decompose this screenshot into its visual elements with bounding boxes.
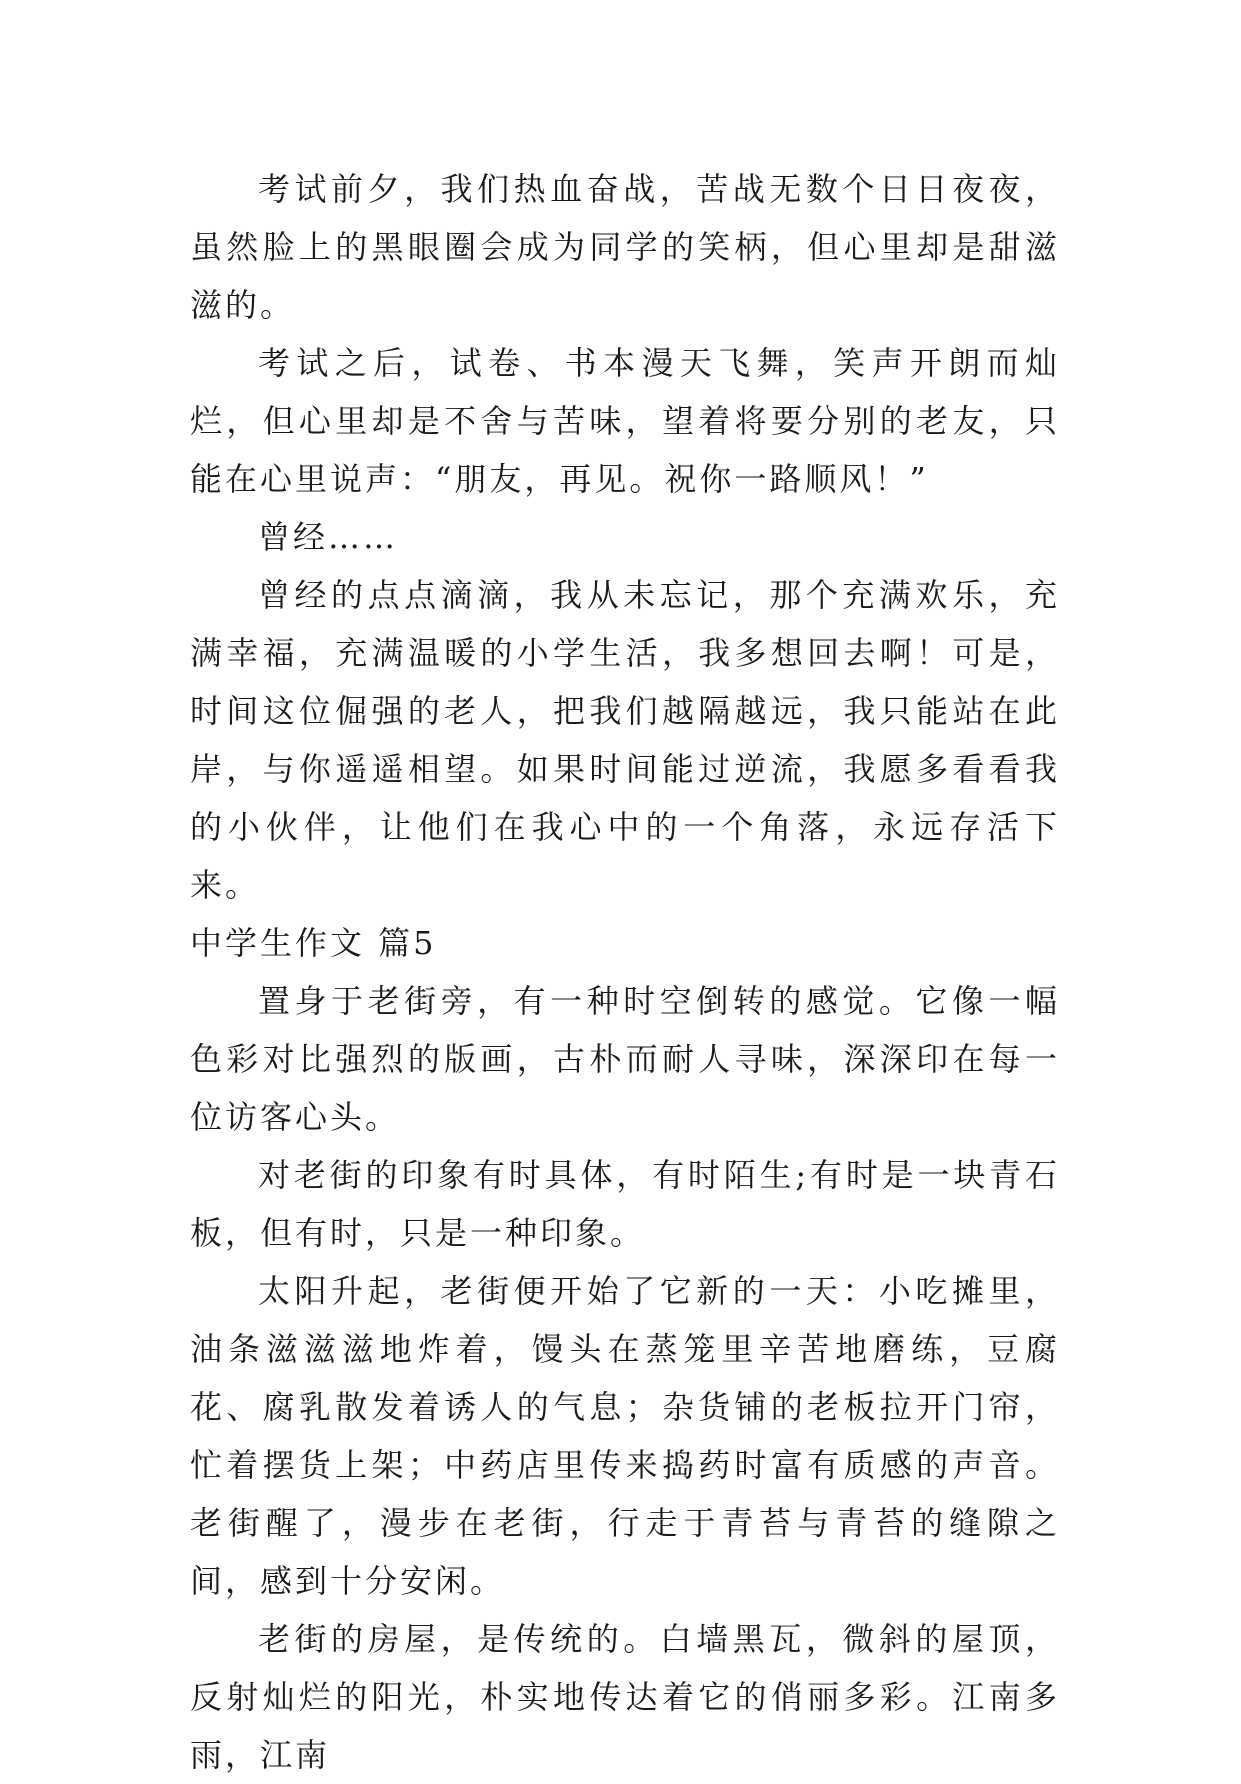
- section-heading: 中学生作文 篇5: [190, 924, 437, 962]
- paragraph-old-street-impression: 对老街的印象有时具体，有时陌生;有时是一块青石板，但有时，只是一种印象。: [190, 1156, 1060, 1252]
- paragraph-exam-eve: 考试前夕，我们热血奋战，苦战无数个日日夜夜，虽然脸上的黑眼圈会成为同学的笑柄，但心里却是甜滋滋的。: [190, 170, 1060, 324]
- paragraph-after-exam: 考试之后，试卷、书本漫天飞舞，笑声开朗而灿烂，但心里却是不舍与苦味，望着将要分别的老友，只能在心里说声：“朋友，再见。祝你一路顺风！”: [190, 344, 1060, 498]
- paragraph-old-street-intro: 置身于老街旁，有一种时空倒转的感觉。它像一幅色彩对比强烈的版画，古朴而耐人寻味，深深印在每一位访客心头。: [190, 982, 1060, 1136]
- document-body: [190, 160, 1060, 1784]
- paragraph-memories: 曾经的点点滴滴，我从未忘记，那个充满欢乐，充满幸福，充满温暖的小学生活，我多想回去啊！可是，时间这位倔强的老人，把我们越隔越远，我只能站在此岸，与你遥遥相望。如果时间能过逆流，我愿多看看我的小伙伴，让他们在我心中的一个角落，永远存活下来。: [190, 576, 1060, 904]
- paragraph-old-street-morning: 太阳升起，老街便开始了它新的一天：小吃摊里，油条滋滋滋地炸着，馒头在蒸笼里辛苦地磨练，豆腐花、腐乳散发着诱人的气息；杂货铺的老板拉开门帘，忙着摆货上架；中药店里传来捣药时富有质感的声音。老街醒了，漫步在老街，行走于青苔与青苔的缝隙之间，感到十分安闲。: [190, 1272, 1060, 1600]
- paragraph-once: 曾经……: [258, 518, 399, 556]
- paragraph-old-street-houses: 老街的房屋，是传统的。白墙黑瓦，微斜的屋顶，反射灿烂的阳光，朴实地传达着它的俏丽多彩。江南多雨，江南: [190, 1620, 1060, 1774]
